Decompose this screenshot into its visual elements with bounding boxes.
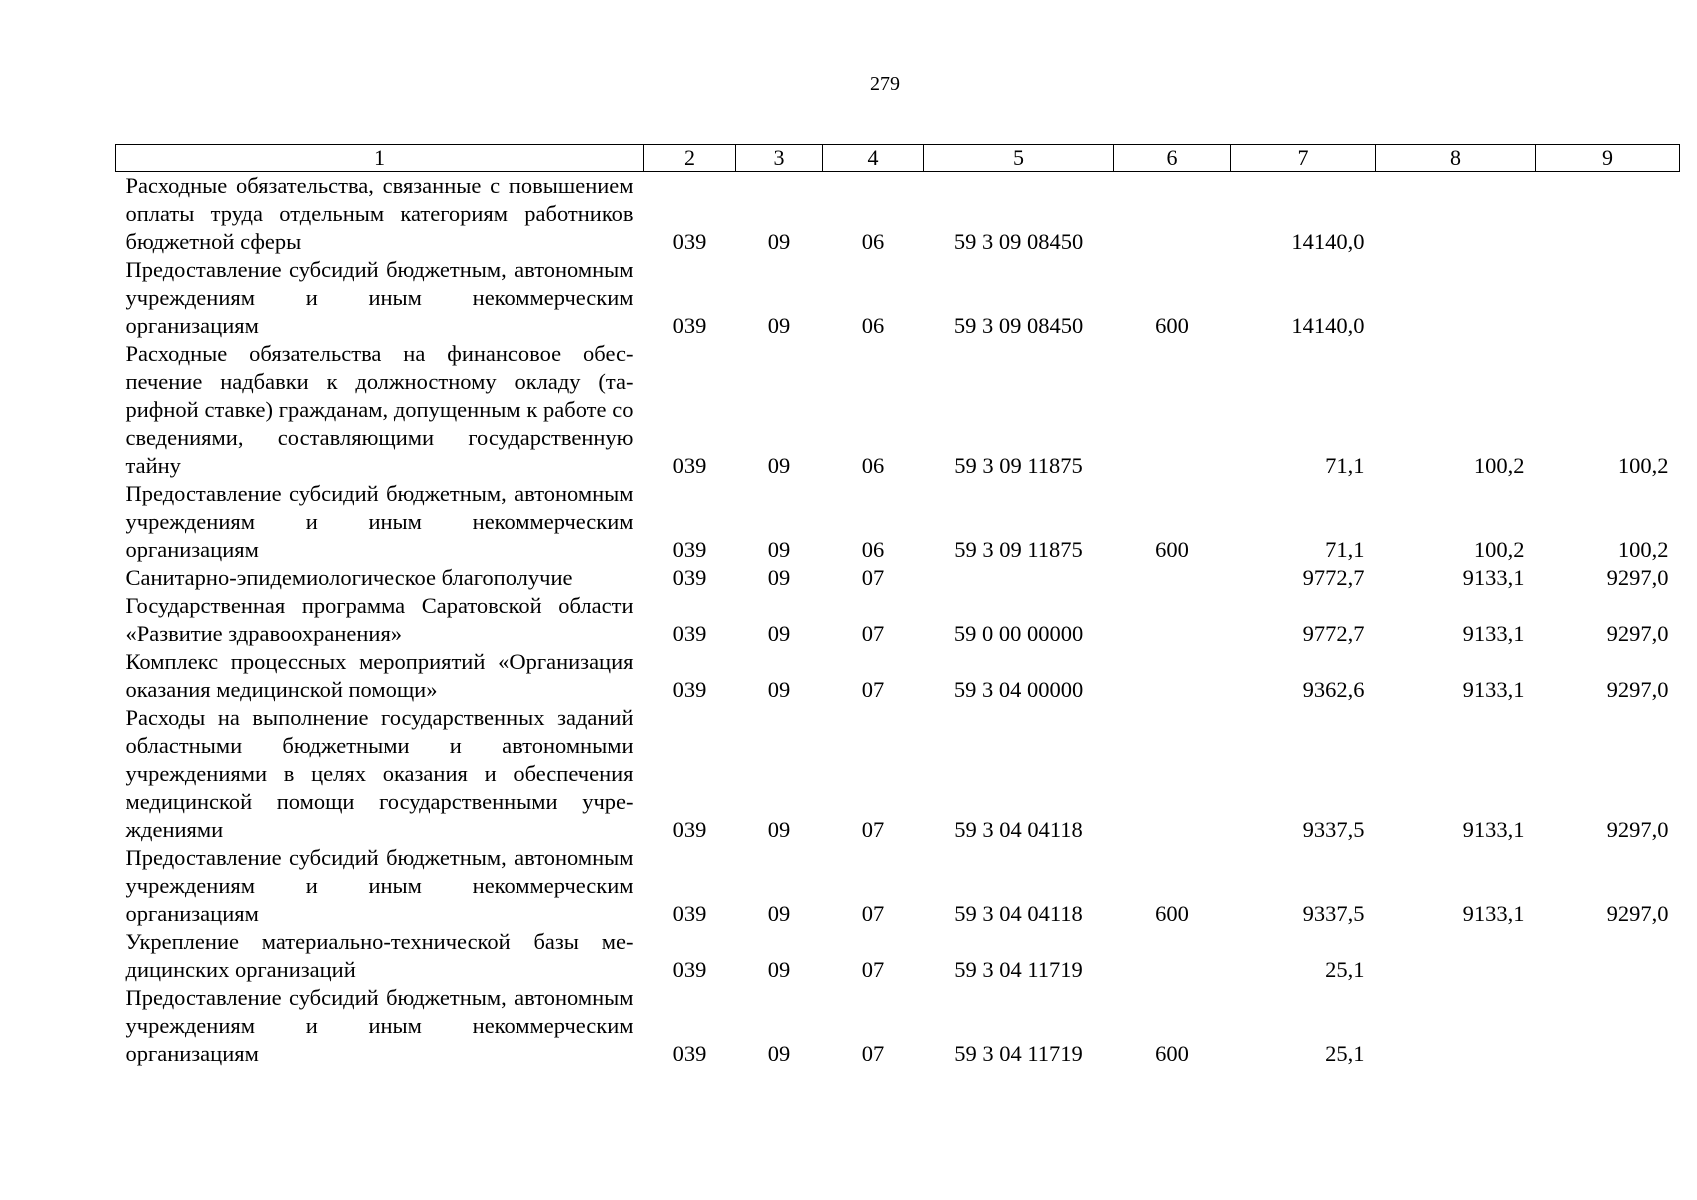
cell-col-9: 9297,0	[1606, 677, 1669, 702]
cell-col-9: 100,2	[1617, 453, 1669, 478]
cell-col-8	[1376, 172, 1536, 257]
cell-col-5: 59 3 09 11875	[954, 537, 1083, 562]
cell-col-7: 71,1	[1325, 537, 1365, 562]
row-description: Санитарно-эпидемиологическое благополучие	[125, 565, 573, 590]
cell-col-3: 09	[767, 621, 791, 646]
cell-col-8	[1376, 928, 1536, 984]
cell-col-2: 039	[672, 453, 707, 478]
cell-col-5: 59 3 09 11875	[954, 453, 1083, 478]
cell-col-2: 039	[672, 229, 707, 254]
cell-col-9	[1536, 928, 1680, 984]
cell-col-5: 59 3 04 11719	[954, 957, 1083, 982]
cell-col-5: 59 3 09 08450	[953, 313, 1084, 338]
cell-col-2: 039	[672, 817, 707, 842]
header-col-3: 3	[736, 145, 823, 172]
cell-col-6	[1114, 704, 1231, 844]
cell-col-3: 09	[767, 957, 791, 982]
cell-col-7: 14140,0	[1291, 229, 1365, 254]
header-col-9: 9	[1536, 145, 1680, 172]
cell-col-3: 09	[767, 677, 791, 702]
cell-col-6: 600	[1155, 313, 1189, 338]
table-row	[116, 564, 1680, 592]
cell-col-3: 09	[767, 565, 791, 590]
header-col-2: 2	[644, 145, 736, 172]
table-row	[116, 592, 1680, 648]
cell-col-5: 59 3 09 08450	[953, 229, 1084, 254]
cell-col-3: 09	[767, 1041, 791, 1066]
cell-col-7: 9362,6	[1302, 677, 1365, 702]
cell-col-3: 09	[767, 817, 791, 842]
cell-col-7: 14140,0	[1291, 313, 1365, 338]
cell-col-8: 9133,1	[1462, 677, 1525, 702]
cell-col-4: 06	[861, 313, 885, 338]
table-row	[116, 480, 1680, 564]
table-header	[116, 145, 1680, 172]
cell-col-9: 9297,0	[1606, 901, 1669, 926]
header-col-1: 1	[116, 145, 644, 172]
table-row	[116, 704, 1680, 844]
cell-col-5: 59 3 04 04118	[954, 901, 1083, 926]
header-col-8: 8	[1376, 145, 1536, 172]
row-description: Предоставление субсидий бюджетным, автономным учреждениям и иным некоммерческим организациям	[125, 845, 634, 926]
cell-col-4: 06	[861, 229, 885, 254]
page-number: 279	[870, 73, 900, 95]
cell-col-4: 07	[861, 621, 885, 646]
cell-col-2: 039	[672, 313, 707, 338]
header-col-7: 7	[1231, 145, 1376, 172]
cell-col-3: 09	[767, 229, 791, 254]
budget-table	[115, 144, 1680, 1068]
cell-col-6	[1114, 172, 1231, 257]
table-row	[116, 172, 1680, 257]
row-description: Предоставление субсидий бюджетным, автономным учреждениям и иным некоммерческим организациям	[125, 985, 634, 1066]
cell-col-7: 25,1	[1325, 1041, 1365, 1066]
cell-col-9: 9297,0	[1606, 565, 1669, 590]
cell-col-4: 07	[861, 901, 885, 926]
cell-col-7: 9772,7	[1302, 621, 1365, 646]
row-description: Укрепление материально-технической базы медицинских организаций	[125, 929, 634, 982]
cell-col-4: 07	[861, 677, 885, 702]
row-description: Расходные обязательства на финансовое обеспечение надбавки к должностному окладу (тарифной ставке) гражданам, допущенным к работе со сведениями, составляющими государственную тайну	[125, 341, 634, 478]
cell-col-3: 09	[767, 313, 791, 338]
table-body	[116, 172, 1680, 1069]
cell-col-5: 59 0 00 00000	[953, 621, 1084, 646]
header-row	[116, 145, 1680, 172]
cell-col-6	[1114, 340, 1231, 480]
table-row	[116, 928, 1680, 984]
cell-col-6	[1114, 564, 1231, 592]
cell-col-8: 100,2	[1473, 537, 1525, 562]
cell-col-7: 9337,5	[1302, 901, 1365, 926]
header-col-5: 5	[924, 145, 1114, 172]
cell-col-6: 600	[1155, 901, 1189, 926]
row-description: Расходы на выполнение государственных заданий областными бюджетными и автономными учреждениями в целях оказания и обеспечения медицинской помощи государственными учреждениями	[125, 705, 634, 842]
row-description: Предоставление субсидий бюджетным, автономным учреждениям и иным некоммерческим организациям	[125, 257, 634, 338]
cell-col-2: 039	[672, 565, 707, 590]
cell-col-5: 59 3 04 00000	[953, 677, 1084, 702]
table-row	[116, 648, 1680, 704]
cell-col-8: 100,2	[1473, 453, 1525, 478]
table-row	[116, 984, 1680, 1068]
cell-col-9	[1536, 256, 1680, 340]
row-description: Расходные обязательства, связанные с повышением оплаты труда отдельным категориям работников бюджетной сферы	[125, 173, 634, 254]
cell-col-5: 59 3 04 11719	[954, 1041, 1083, 1066]
cell-col-6	[1114, 592, 1231, 648]
table-row	[116, 256, 1680, 340]
cell-col-4: 07	[861, 817, 885, 842]
cell-col-2: 039	[672, 1041, 707, 1066]
cell-col-4: 07	[861, 957, 885, 982]
table-row	[116, 340, 1680, 480]
cell-col-6: 600	[1155, 537, 1189, 562]
cell-col-6: 600	[1155, 1041, 1189, 1066]
cell-col-4: 06	[861, 537, 885, 562]
cell-col-4: 06	[861, 453, 885, 478]
header-col-4: 4	[823, 145, 924, 172]
cell-col-2: 039	[672, 901, 707, 926]
cell-col-9	[1536, 984, 1680, 1068]
cell-col-9	[1536, 172, 1680, 257]
cell-col-4: 07	[861, 1041, 885, 1066]
cell-col-9: 9297,0	[1606, 621, 1669, 646]
table-row	[116, 844, 1680, 928]
cell-col-7: 9337,5	[1302, 817, 1365, 842]
cell-col-5	[924, 564, 1114, 592]
cell-col-3: 09	[767, 453, 791, 478]
cell-col-2: 039	[672, 677, 707, 702]
cell-col-2: 039	[672, 957, 707, 982]
cell-col-3: 09	[767, 537, 791, 562]
row-description: Предоставление субсидий бюджетным, автономным учреждениям и иным некоммерческим организациям	[125, 481, 634, 562]
cell-col-2: 039	[672, 621, 707, 646]
cell-col-8: 9133,1	[1462, 621, 1525, 646]
cell-col-9: 100,2	[1617, 537, 1669, 562]
cell-col-7: 9772,7	[1302, 565, 1365, 590]
cell-col-6	[1114, 928, 1231, 984]
cell-col-2: 039	[672, 537, 707, 562]
cell-col-7: 25,1	[1325, 957, 1365, 982]
cell-col-4: 07	[861, 565, 885, 590]
row-description: Государственная программа Саратовской области «Развитие здравоохранения»	[125, 593, 634, 646]
cell-col-8	[1376, 256, 1536, 340]
cell-col-3: 09	[767, 901, 791, 926]
row-description: Комплекс процессных мероприятий «Организация оказания медицинской помощи»	[125, 649, 634, 702]
cell-col-5: 59 3 04 04118	[954, 817, 1083, 842]
cell-col-7: 71,1	[1325, 453, 1365, 478]
cell-col-8	[1376, 984, 1536, 1068]
cell-col-9: 9297,0	[1606, 817, 1669, 842]
cell-col-8: 9133,1	[1462, 565, 1525, 590]
cell-col-8: 9133,1	[1462, 817, 1525, 842]
header-col-6: 6	[1114, 145, 1231, 172]
cell-col-6	[1114, 648, 1231, 704]
cell-col-8: 9133,1	[1462, 901, 1525, 926]
